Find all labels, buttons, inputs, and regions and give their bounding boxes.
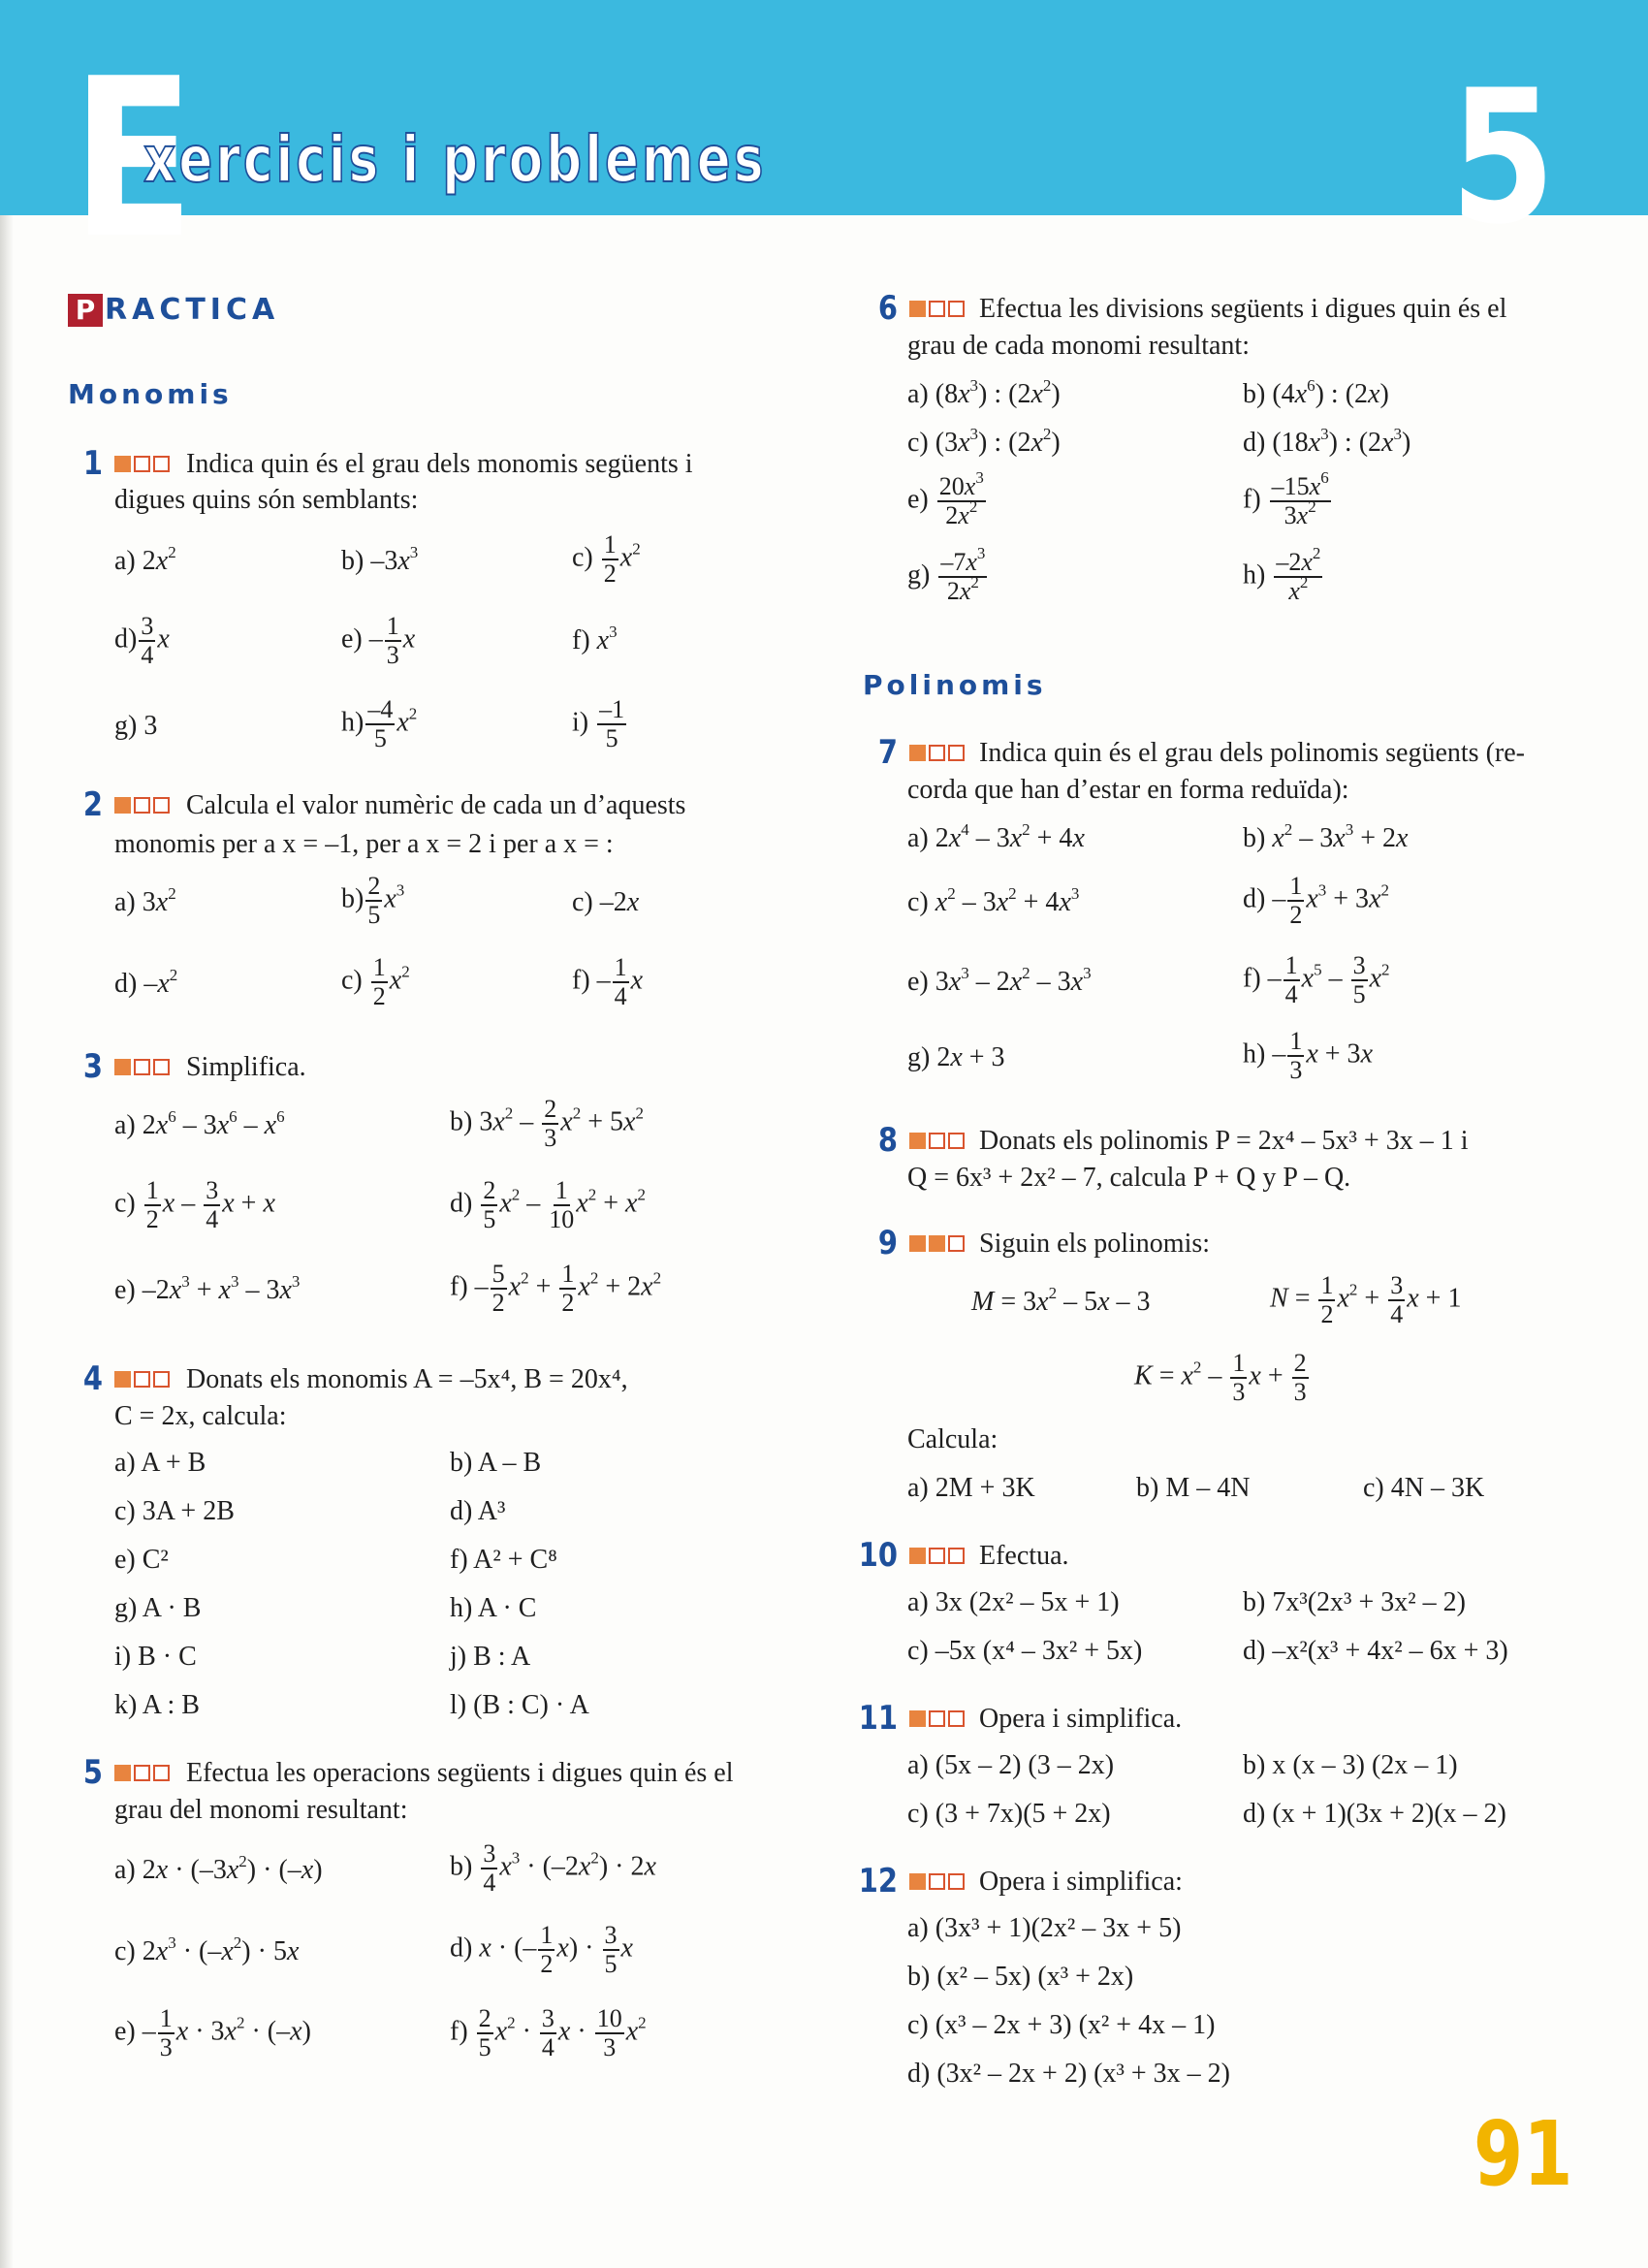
exercise-number: 12 (858, 1862, 898, 1901)
exercise-item: f) – $\frac{1}{4}$ x (572, 953, 644, 1010)
exercise-item: g) A · B (114, 1593, 202, 1623)
exercise-item: b) $3x^2$ – $\frac{2}{3}$ $x^2 + 5x^2$ (450, 1095, 644, 1152)
exercise-item: e) $-2x^3 + x^3 - 3x^3$ (114, 1272, 301, 1305)
exercise-item: c) 4N – 3K (1363, 1473, 1485, 1503)
difficulty-indicator (909, 301, 965, 317)
exercise-item: b) $\frac{2}{5}$ $x^3$ (341, 872, 405, 929)
exercise-item: d) – $\frac{1}{2}$ $x^3 + 3x^2$ (1243, 872, 1389, 929)
exercise-item: a) $2x^4 - 3x^2 + 4x$ (907, 820, 1085, 853)
difficulty-indicator (114, 456, 170, 472)
exercise-item: c) –5x (x⁴ – 3x² + 5x) (907, 1636, 1143, 1666)
exercise-item: c) $x^2 - 3x^2 + 4x^3$ (907, 884, 1080, 917)
exercise-item: a) 3x (2x² – 5x + 1) (907, 1587, 1120, 1617)
exercise-item: d) (x + 1)(3x + 2)(x – 2) (1243, 1799, 1506, 1829)
exercise-text: Donats els monomis A = –5x⁴, B = 20x⁴, (186, 1364, 628, 1394)
exercise-text: Simplifica. (186, 1052, 306, 1082)
exercise-text: digues quins són semblants: (114, 485, 419, 515)
exercise-item: e) $\frac{20x^3}{2x^2}$ (907, 468, 984, 529)
section-title: RACTICA (105, 293, 280, 327)
exercise-item: h) – $\frac{1}{3}$ x + 3x (1243, 1027, 1373, 1084)
exercise-item: c) $2x^3 \cdot (-x^2) \cdot 5x$ (114, 1933, 300, 1966)
polynomial-definition: $M = 3x^2 - 5x - 3$ (971, 1284, 1151, 1317)
exercise-item: d) A³ (450, 1496, 506, 1526)
exercise-item: a) $(8x^3)$ : $(2x^2)$ (907, 376, 1061, 409)
exercise-text: Indica quin és el grau dels polinomis següents (re- (979, 738, 1525, 768)
exercise-item: c) $\frac{1}{2}$ x – $\frac{3}{4}$ x + x (114, 1176, 275, 1233)
exercise-item: a) $3x^2$ (114, 884, 176, 917)
exercise-item: f) – $\frac{5}{2}$ $x^2$ + $\frac{1}{2}$ $x^2 + 2x^2$ (450, 1260, 662, 1317)
exercise-item: a) $2x^6 - 3x^6 - x^6$ (114, 1107, 285, 1140)
exercise-number: 8 (877, 1121, 898, 1160)
exercise-number: 2 (82, 785, 103, 824)
exercise-item: e) C² (114, 1545, 169, 1575)
exercise-text: Efectua les divisions següents i digues quin és el (979, 294, 1507, 324)
exercise-item: g) 3 (114, 711, 158, 741)
exercise-item: e) – $\frac{1}{3}$ x (341, 612, 416, 669)
exercise-item: b) $x^2 - 3x^3 + 2x$ (1243, 820, 1409, 853)
exercise-item: c) $\frac{1}{2}$ $x^2$ (341, 953, 410, 1010)
exercise-item: a) $2x^2$ (114, 543, 176, 576)
exercise-item: b) $\frac{3}{4}$ $x^3 \cdot (-2x^2) \cdot 2x$ (450, 1839, 656, 1897)
exercise-item: a) 2M + 3K (907, 1473, 1035, 1503)
exercise-item: e) – $\frac{1}{3}$ $x \cdot 3x^2 \cdot (-x)$ (114, 2004, 311, 2061)
exercise-number: 5 (82, 1753, 103, 1792)
exercise-item: g) 2x + 3 (907, 1042, 1005, 1072)
section-heading (68, 293, 279, 327)
exercise-text: Efectua les operacions següents i digues quin és el (186, 1758, 734, 1788)
binding-shadow (0, 215, 14, 2268)
exercise-item: f) – $\frac{1}{4}$ $x^5$ – $\frac{3}{5}$ $x^2$ (1243, 951, 1390, 1008)
exercise-item: c) (x³ – 2x + 3) (x² + 4x – 1) (907, 2010, 1216, 2040)
page-number: 91 (1474, 2102, 1573, 2206)
difficulty-indicator (909, 745, 965, 761)
exercise-text: monomis per a x = –1, per a x = 2 i per a x = : (114, 829, 614, 859)
exercise-item: b) 7x³(2x³ + 3x² – 2) (1243, 1587, 1466, 1617)
exercise-item: h) A · C (450, 1593, 537, 1623)
exercise-number: 10 (858, 1536, 898, 1575)
exercise-item: b) x (x – 3) (2x – 1) (1243, 1750, 1458, 1780)
exercise-item: d) $\frac{3}{4}$ x (114, 612, 170, 669)
exercise-number: 1 (82, 444, 103, 483)
exercise-item: l) (B : C) · A (450, 1690, 589, 1720)
exercise-item: d) –x²(x³ + 4x² – 6x + 3) (1243, 1636, 1508, 1666)
exercise-item: d) $-x^2$ (114, 966, 178, 999)
exercise-number: 6 (877, 289, 898, 328)
exercise-item: i) B · C (114, 1642, 197, 1672)
exercise-item: a) (3x³ + 1)(2x² – 3x + 5) (907, 1913, 1182, 1943)
exercise-item: b) (x² – 5x) (x³ + 2x) (907, 1962, 1134, 1992)
exercise-item: a) A + B (114, 1448, 206, 1478)
difficulty-indicator (909, 1235, 965, 1252)
difficulty-indicator (114, 1765, 170, 1781)
exercise-item: d) (3x² – 2x + 2) (x³ + 3x – 2) (907, 2059, 1230, 2089)
exercise-item: d) $(18x^3)$ : $(2x^3)$ (1243, 425, 1411, 458)
page-title: xercicis i problemes (143, 122, 767, 197)
difficulty-indicator (909, 1548, 965, 1564)
exercise-item: b) A – B (450, 1448, 542, 1478)
exercise-item: b) $-3x^3$ (341, 543, 419, 576)
difficulty-indicator (909, 1710, 965, 1727)
exercise-item: f) $\frac{2}{5}$ $x^2$ · $\frac{3}{4}$ x · $\frac{10}{3}$ $x^2$ (450, 2004, 647, 2061)
exercise-item: g) $\frac{-7x^3}{2x^2}$ (907, 544, 986, 605)
title-initial: E (72, 32, 195, 287)
exercise-text: Q = 6x³ + 2x² – 7, calcula P + Q y P – Q. (907, 1163, 1351, 1193)
exercise-text: Calcula: (907, 1424, 998, 1454)
exercise-number: 11 (858, 1699, 898, 1738)
difficulty-indicator (909, 1133, 965, 1149)
exercise-text: C = 2x, calcula: (114, 1401, 287, 1431)
exercise-text: corda que han d’estar en forma reduïda): (907, 775, 1349, 805)
exercise-item: k) A : B (114, 1690, 200, 1720)
exercise-item: f) A² + C⁸ (450, 1545, 557, 1575)
exercise-text: Opera i simplifica. (979, 1704, 1183, 1734)
exercise-item: d) $\frac{2}{5}$ $x^2$ – $\frac{1}{10}$ $x^2 + x^2$ (450, 1176, 646, 1233)
exercise-item: c) $(3x^3)$ : $(2x^2)$ (907, 425, 1061, 458)
exercise-item: j) B : A (450, 1642, 531, 1672)
exercise-text: grau del monomi resultant: (114, 1795, 408, 1825)
subhead-monomis: Monomis (68, 378, 233, 410)
exercise-item: f) $\frac{-15x^6}{3x^2}$ (1243, 468, 1329, 529)
polynomial-definition: N = $\frac{1}{2}$ $x^2$ + $\frac{3}{4}$ x + 1 (1270, 1271, 1462, 1328)
exercise-item: e) $3x^3 - 2x^2 - 3x^3$ (907, 964, 1092, 997)
exercise-item: i) $\frac{-1}{5}$ (572, 695, 625, 752)
exercise-number: 7 (877, 733, 898, 772)
subhead-polinomis: Polinomis (863, 669, 1047, 701)
exercise-item: d) x · (– $\frac{1}{2}$ x) · $\frac{3}{5}$ x (450, 1921, 633, 1978)
exercise-item: c) $\frac{1}{2}$ $x^2$ (572, 530, 641, 588)
exercise-text: grau de cada monomi resultant: (907, 331, 1250, 361)
chapter-number: 5 (1450, 50, 1556, 265)
exercise-item: c) –2x (572, 887, 640, 917)
section-initial: P (68, 294, 103, 327)
difficulty-indicator (909, 1873, 965, 1890)
difficulty-indicator (114, 1059, 170, 1075)
exercise-item: f) $x^3$ (572, 623, 618, 655)
exercise-text: Siguin els polinomis: (979, 1229, 1211, 1259)
exercise-item: c) (3 + 7x)(5 + 2x) (907, 1799, 1111, 1829)
difficulty-indicator (114, 1371, 170, 1388)
exercise-item: a) (5x – 2) (3 – 2x) (907, 1750, 1115, 1780)
exercise-text: Opera i simplifica: (979, 1867, 1183, 1897)
exercise-item: h) $\frac{-4}{5}$ $x^2$ (341, 695, 418, 752)
exercise-text: Donats els polinomis P = 2x⁴ – 5x³ + 3x – 1 i (979, 1126, 1469, 1156)
exercise-text: Efectua. (979, 1541, 1069, 1571)
exercise-number: 3 (82, 1047, 103, 1086)
exercise-text: Calcula el valor numèric de cada un d’aquests (186, 790, 686, 820)
exercise-item: b) $(4x^6)$ : (2x) (1243, 376, 1389, 409)
polynomial-definition: $K = x^2$ – $\frac{1}{3}$ x + $\frac{2}{3}$ (1134, 1349, 1307, 1406)
exercise-number: 9 (877, 1224, 898, 1262)
exercise-item: h) $\frac{-2x^2}{x^2}$ (1243, 544, 1321, 605)
exercise-item: a) $2x \cdot (-3x^2) \cdot (-x)$ (114, 1852, 323, 1885)
exercise-item: b) M – 4N (1136, 1473, 1251, 1503)
difficulty-indicator (114, 797, 170, 814)
exercise-number: 4 (82, 1359, 103, 1398)
exercise-item: c) 3A + 2B (114, 1496, 235, 1526)
exercise-text: Indica quin és el grau dels monomis següents i (186, 449, 693, 479)
